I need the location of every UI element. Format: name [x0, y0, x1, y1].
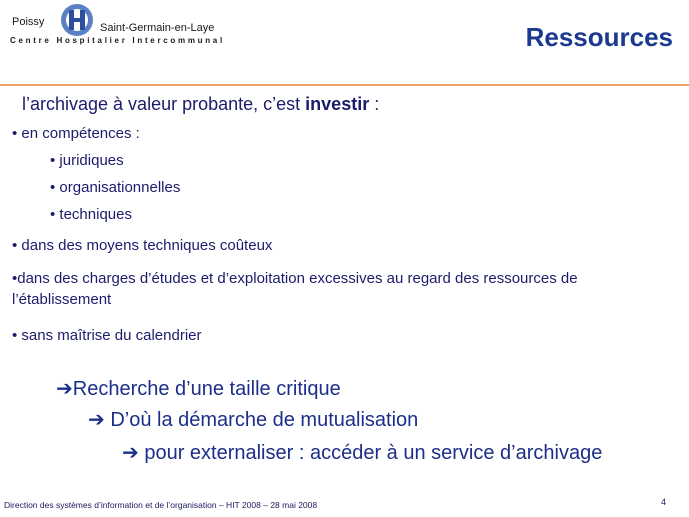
arrow-text-2: D’où la démarche de mutualisation: [104, 409, 419, 431]
arrow-text-3: pour externaliser : accéder à un service d’archivage: [138, 442, 603, 464]
bullet-calendrier: • sans maîtrise du calendrier: [12, 327, 202, 344]
hospital-logo: [6, 2, 238, 46]
intro-text: l’archivage à valeur probante, c’est: [22, 94, 306, 114]
intro-suffix: :: [369, 94, 380, 114]
intro-bold: investir: [305, 94, 370, 114]
bullet-charges: •dans des charges d’études et d’exploitation excessives au regard des ressources de l’établissement: [12, 270, 578, 308]
arrow-line-3: [122, 440, 602, 465]
arrow-icon: ➔: [88, 409, 105, 431]
logo-city-left: Poissy: [12, 16, 45, 28]
footer-text: Direction des systèmes d’information et de l’organisation – HIT 2008 – 28 mai 2008: [4, 500, 318, 510]
arrow-line-1: [56, 376, 341, 401]
intro-line: [22, 94, 379, 115]
bullet-organisationnelles: • organisationnelles: [50, 179, 181, 196]
arrow-icon: ➔: [122, 442, 139, 464]
logo-org-name: Centre Hospitalier Intercommunal: [10, 36, 225, 45]
arrow-text-1: Recherche d’une taille critique: [72, 378, 341, 400]
slide-title: Ressources: [525, 22, 673, 52]
bullet-moyens: • dans des moyens techniques coûteux: [12, 237, 273, 254]
header-divider: [0, 84, 689, 86]
bullet-juridiques: • juridiques: [50, 152, 124, 169]
logo-city-right: Saint-Germain-en-Laye: [100, 22, 215, 34]
bullet-competences: • en compétences :: [12, 125, 140, 142]
bullet-techniques: • techniques: [50, 206, 132, 223]
page-number: 4: [661, 497, 667, 507]
arrow-line-2: [88, 407, 418, 432]
arrow-icon: ➔: [56, 378, 73, 400]
hospital-mark-icon: [58, 2, 96, 38]
